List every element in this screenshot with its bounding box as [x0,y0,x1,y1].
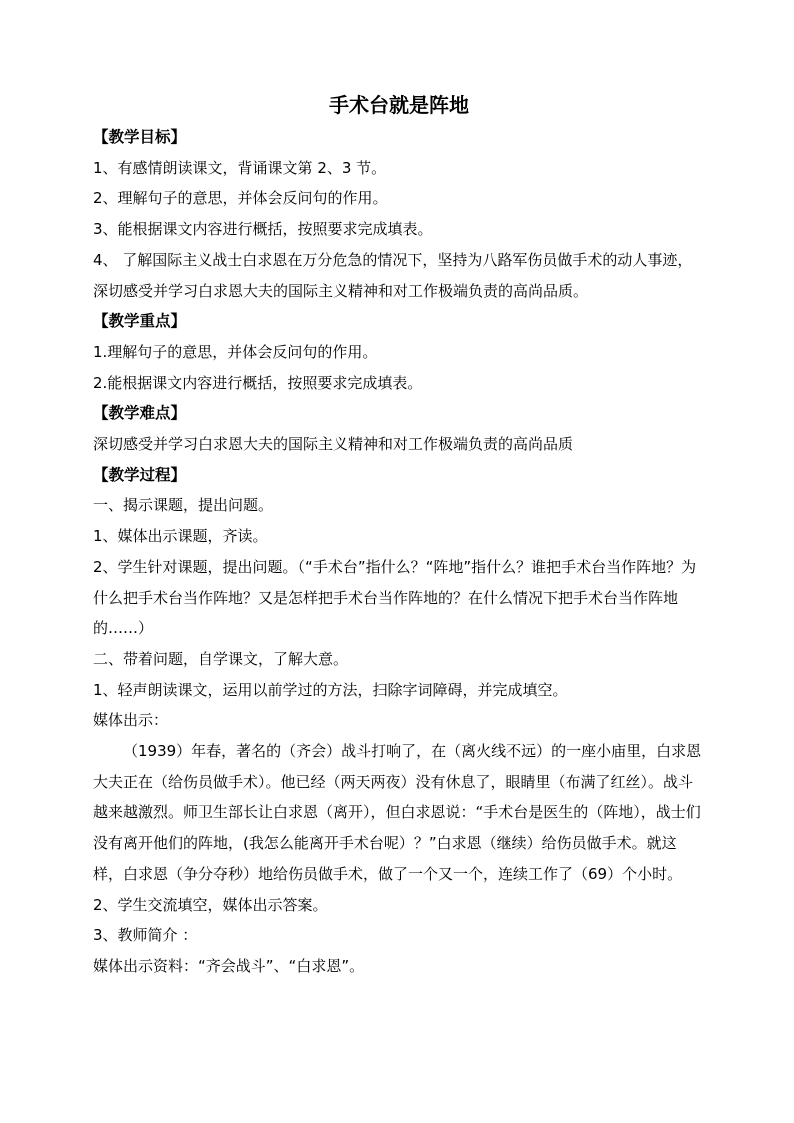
section-heading-process: 【教学过程】 [93,465,187,484]
document-page [93,90,705,982]
process-step-1: 一、揭示课题，提出问题。 [93,496,274,515]
document-title: 手术台就是阵地 [329,93,469,117]
key-point-2: 2.能根据课文内容进行概括，按照要求完成填表。 [93,373,423,392]
goal-item-3: 3、能根据课文内容进行概括，按照要求完成填表。 [93,220,433,239]
media-display-label: 媒体出示： [93,711,169,730]
section-heading-key-points: 【教学重点】 [93,312,187,331]
goal-item-4: 4、 了解国际主义战士白求恩在万分危急的情况下，坚持为八路军伤员做手术的动人事迹，深切感受并学习白求恩大夫的国际主义精神和对工作极端负责的高尚品质。 [93,250,693,300]
difficulty-item-1: 深切感受并学习白求恩大夫的国际主义精神和对工作极端负责的高尚品质 [93,435,574,454]
media-materials-line: 媒体出示资料：“齐会战斗”、“白求恩”。 [93,956,365,975]
section-heading-difficulty: 【教学难点】 [93,404,187,423]
process-step-1-1: 1、媒体出示课题，齐读。 [93,527,268,546]
goal-item-1: 1、有感情朗读课文，背诵课文第 2、3 节。 [93,158,387,177]
section-heading-goals: 【教学目标】 [93,128,187,146]
process-step-1-2: 2、学生针对课题，提出问题。（“手术台”指什么？“阵地”指什么？谁把手术台当作阵地？为什么把手术台当作阵地？又是怎样把手术台当作阵地的？在什么情况下把手术台当作阵地的……） [93,557,697,638]
process-step-2-2: 2、学生交流填空，媒体出示答案。 [93,895,328,914]
process-step-2: 二、带着问题，自学课文，了解大意。 [93,649,349,668]
goal-item-2: 2、理解句子的意思，并体会反问句的作用。 [93,189,388,208]
process-step-2-1: 1、轻声朗读课文，运用以前学过的方法，扫除字词障碍，并完成填空。 [93,680,568,699]
fill-in-passage: （1939）年春，著名的（齐会）战斗打响了，在（离火线不远）的一座小庙里，白求恩大夫正在（给伤员做手术）。他已经（两天两夜）没有休息了，眼睛里（布满了红丝）。战斗越来越激烈。师卫生部长让白求恩（离开），但白求恩说：“手术台是医生的（阵地），战士们没有离开他们的阵地，(我怎么能离开手术台呢）？”白求恩（继续）给伤员做手术。就这样，白求恩（争分夺秒）地给伤员做手术，做了一个又一个，连续工作了（69）个小时。 [93,742,702,883]
process-step-2-3: 3、教师简介 ： [93,926,198,945]
key-point-1: 1.理解句子的意思，并体会反问句的作用。 [93,342,378,361]
